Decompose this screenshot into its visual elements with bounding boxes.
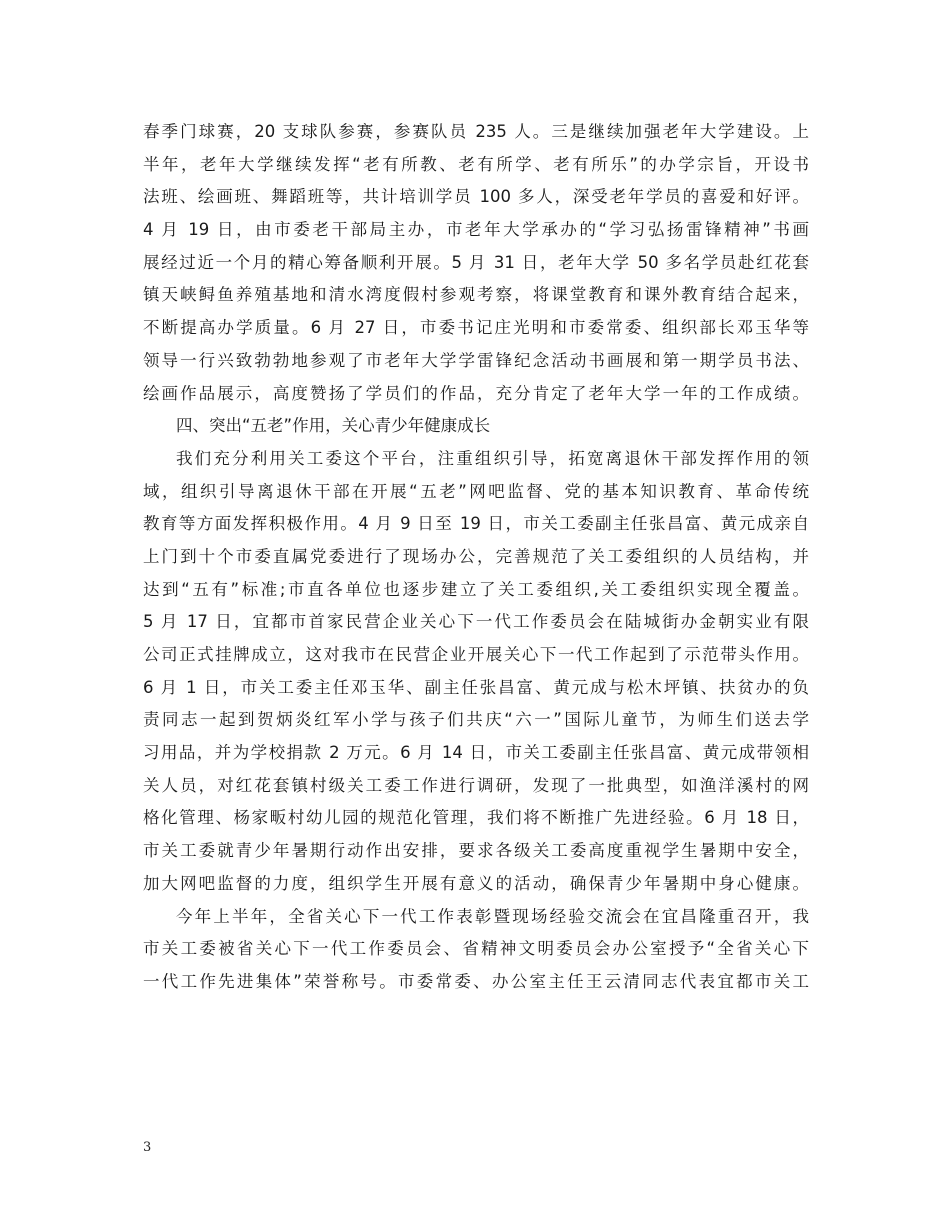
text-line: 绘画作品展示，高度赞扬了学员们的作品，充分肯定了老年大学一年的工作成绩。 [143,383,809,403]
text-line: 教育等方面发挥积极作用。4 月 9 日至 19 日，市关工委副主任张昌富、黄元成亲自 [143,514,809,534]
text-line: 5 月 17 日，宜都市首家民营企业关心下一代工作委员会在陆城街办金朝实业有限 [143,612,809,632]
text-line: 公司正式挂牌成立，这对我市在民营企业开展关心下一代工作起到了示范带头作用。 [143,645,809,664]
paragraph-first-line: 今年上半年，全省关心下一代工作表彰暨现场经验交流会在宜昌隆重召开，我 [176,906,809,926]
text-line: 加大网吧监督的力度，组织学生开展有意义的活动，确保青少年暑期中身心健康。 [143,873,809,893]
text-line: 法班、绘画班、舞蹈班等，共计培训学员 100 多人，深受老年学员的喜爱和好评。 [143,187,809,207]
text-line: 关人员，对红花套镇村级关工委工作进行调研，发现了一批典型，如渔洋溪村的网 [143,775,809,795]
text-line: 格化管理、杨家畈村幼儿园的规范化管理，我们将不断推广先进经验。6 月 18 日， [143,808,809,828]
section-heading: 四、突出“五老”作用，关心青少年健康成长 [176,416,491,436]
paragraph-first-line: 我们充分利用关工委这个平台，注重组织引导，拓宽离退休干部发挥作用的领 [176,448,809,468]
text-line: 一代工作先进集体”荣誉称号。市委常委、办公室主任王云清同志代表宜都市关工 [143,971,809,991]
text-line: 市关工委就青少年暑期行动作出安排，要求各级关工委高度重视学生暑期中安全， [143,841,809,861]
text-line: 展经过近一个月的精心筹备顺利开展。5 月 31 日，老年大学 50 多名学员赴红花套 [143,252,809,272]
text-line: 半年，老年大学继续发挥“老有所教、老有所学、老有所乐”的办学宗旨，开设书 [143,154,809,174]
text-line: 6 月 1 日，市关工委主任邓玉华、副主任张昌富、黄元成与松木坪镇、扶贫办的负 [143,677,809,697]
text-line: 4 月 19 日，由市委老干部局主办，市老年大学承办的“学习弘扬雷锋精神”书画 [143,220,809,240]
text-line: 不断提高办学质量。6 月 27 日，市委书记庄光明和市委常委、组织部长邓玉华等 [143,318,809,338]
text-line: 责同志一起到贺炳炎红军小学与孩子们共庆“六一”国际儿童节，为师生们送去学 [143,710,809,730]
document-body [143,116,809,999]
page-number: 3 [143,1140,152,1155]
text-line: 市关工委被省关心下一代工作委员会、省精神文明委员会办公室授予“全省关心下 [143,939,809,959]
text-line: 达到“五有”标准;市直各单位也逐步建立了关工委组织,关工委组织实现全覆盖。 [143,579,809,599]
text-line: 域，组织引导离退休干部在开展“五老”网吧监督、党的基本知识教育、革命传统 [143,481,809,501]
text-line: 镇天峡鲟鱼养殖基地和清水湾度假村参观考察，将课堂教育和课外教育结合起来， [143,285,809,305]
text-line: 春季门球赛，20 支球队参赛，参赛队员 235 人。三是继续加强老年大学建设。上 [143,122,809,141]
text-line: 上门到十个市委直属党委进行了现场办公，完善规范了关工委组织的人员结构，并 [143,546,809,566]
text-line: 习用品，并为学校捐款 2 万元。6 月 14 日，市关工委副主任张昌富、黄元成带领相 [143,743,809,763]
text-line: 领导一行兴致勃勃地参观了市老年大学学雷锋纪念活动书画展和第一期学员书法、 [143,350,809,370]
